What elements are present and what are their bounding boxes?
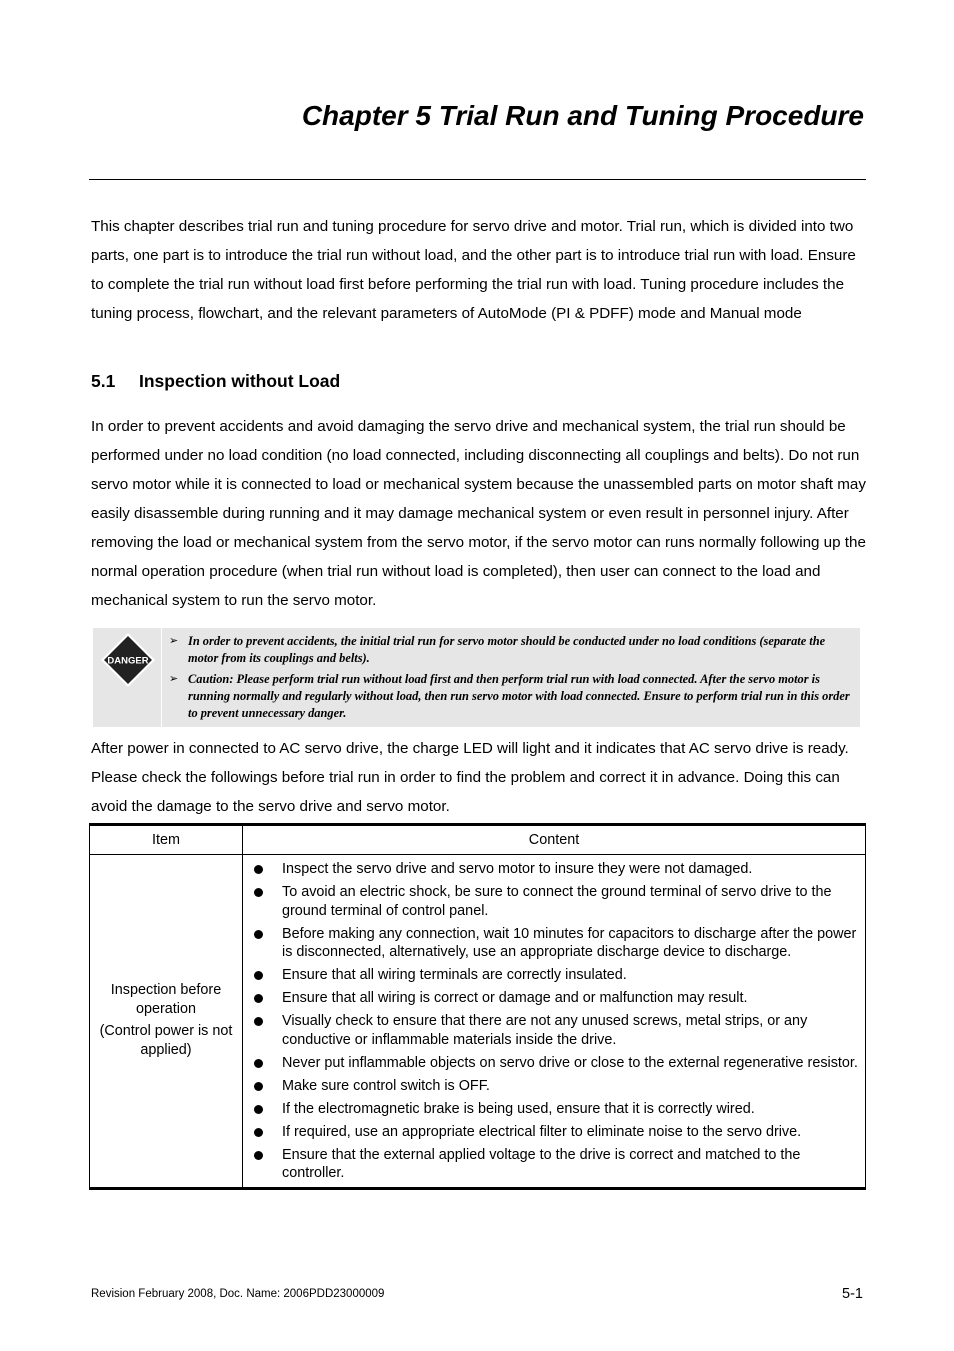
- list-item: [243, 966, 865, 985]
- list-item-text: Ensure that all wiring is correct or damage and or malfunction may result.: [282, 990, 748, 1006]
- list-item: [243, 1146, 865, 1183]
- section-heading: [91, 371, 340, 392]
- list-item-text: Ensure that all wiring terminals are correctly insulated.: [282, 967, 627, 983]
- bullet-icon: [254, 971, 263, 980]
- list-item: [243, 925, 865, 962]
- item-line: (Control power is not applied): [99, 1023, 233, 1059]
- content-cell: [243, 855, 866, 1189]
- bullet-icon: [254, 1017, 263, 1026]
- arrow-bullet-icon: ➢: [169, 635, 179, 647]
- list-item: [243, 1012, 865, 1049]
- danger-notice: [93, 628, 860, 727]
- list-item: [243, 1100, 865, 1119]
- section-paragraph: In order to prevent accidents and avoid damaging the servo drive and mechanical system, the trial run should be performed under no load condition (no load connected, including disconnecting all couplings and belts). Do not run servo motor while it is connected to load or mechanical system because the unassembled parts on motor shaft may easily disassemble during running and it may damage mechanical system or even result in personnel injury. After removing the load or mechanical system from the servo motor, if the servo motor can runs normally following up the normal operation procedure (when trial run without load is completed), then user can connect to the load and mechanical system to run the servo motor.: [91, 418, 866, 609]
- bullet-icon: [254, 1082, 263, 1091]
- section-title: Inspection without Load: [139, 371, 341, 391]
- danger-icon: [100, 632, 156, 688]
- after-power-paragraph: After power in connected to AC servo drive, the charge LED will light and it indicates that AC servo drive is ready. Please check the followings before trial run in order to find the problem and correct it in advance. Doing this can avoid the damage to the servo drive and servo motor.: [91, 740, 849, 815]
- bullet-icon: [254, 1128, 263, 1137]
- bullet-icon: [254, 1059, 263, 1068]
- footer-revision: Revision February 2008, Doc. Name: 2006PDD23000009: [91, 1288, 385, 1300]
- list-item-text: Never put inflammable objects on servo drive or close to the external regenerative resistor.: [282, 1054, 858, 1071]
- danger-notes: [169, 633, 854, 726]
- bullet-icon: [254, 888, 263, 897]
- list-item-text: Before making any connection, wait 10 minutes for capacitors to discharge after the power is disconnected, alternatively, use an appropriate discharge device to discharge.: [282, 925, 857, 960]
- item-cell: [90, 855, 243, 1189]
- bullet-icon: [254, 1151, 263, 1160]
- bullet-icon: [254, 865, 263, 874]
- list-item-text: If the electromagnetic brake is being used, ensure that it is correctly wired.: [282, 1100, 755, 1117]
- list-item: [243, 1054, 865, 1073]
- table-row: [90, 855, 866, 1189]
- header-item: Item: [90, 825, 243, 855]
- checklist: [243, 855, 865, 1187]
- list-item: [243, 989, 865, 1008]
- page-number: 5-1: [842, 1286, 863, 1302]
- list-item-text: If required, use an appropriate electrical filter to eliminate noise to the servo drive.: [282, 1123, 802, 1140]
- danger-icon-label: DANGER: [107, 655, 149, 667]
- list-item-text: Ensure that the external applied voltage to the drive is correct and matched to the controller.: [282, 1146, 801, 1181]
- danger-note-text: Caution: Please perform trial run without load first and then perform trial run with load connected. After the servo motor is running normally and regularly without load, then run servo motor with load connected. Ensure to perform trial run in this order to prevent unnecessary danger.: [188, 672, 850, 720]
- danger-note-text: In order to prevent accidents, the initial trial run for servo motor should be conducted under no load conditions (separate the motor from its couplings and belts).: [188, 634, 826, 665]
- bullet-icon: [254, 994, 263, 1003]
- list-item: [243, 860, 865, 879]
- intro-paragraph: This chapter describes trial run and tuning procedure for servo drive and motor. Trial run, which is divided into two parts, one part is to introduce the trial run without load, and the other part is to introduce trial run with load. Ensure to complete the trial run without load first before performing the trial run with load. Tuning procedure includes the tuning process, flowchart, and the relevant parameters of AutoMode (PI & PDFF) mode and Manual mode: [91, 218, 856, 322]
- danger-note: [169, 671, 854, 722]
- list-item: [243, 1077, 865, 1096]
- chapter-title: Chapter 5 Trial Run and Tuning Procedure: [301, 100, 864, 131]
- list-item: [243, 883, 865, 920]
- inspection-table: [89, 823, 866, 1190]
- item-line: Inspection before operation: [110, 982, 222, 1018]
- table-header-row: [90, 825, 866, 855]
- bullet-icon: [254, 1105, 263, 1114]
- danger-icon-cell: [93, 628, 162, 727]
- title-divider: [89, 179, 866, 180]
- list-item-text: Inspect the servo drive and servo motor to insure they were not damaged.: [282, 861, 753, 877]
- list-item-text: To avoid an electric shock, be sure to connect the ground terminal of servo drive to the ground terminal of control panel.: [282, 884, 832, 919]
- danger-note: [169, 633, 854, 667]
- list-item-text: Visually check to ensure that there are not any unused screws, metal strips, or any conductive or inflammable materials inside the drive.: [282, 1013, 808, 1048]
- list-item: [243, 1123, 865, 1142]
- list-item-text: Make sure control switch is OFF.: [282, 1077, 490, 1094]
- header-content: Content: [243, 825, 866, 855]
- bullet-icon: [254, 930, 263, 939]
- arrow-bullet-icon: ➢: [169, 673, 179, 685]
- section-number: 5.1: [91, 371, 116, 391]
